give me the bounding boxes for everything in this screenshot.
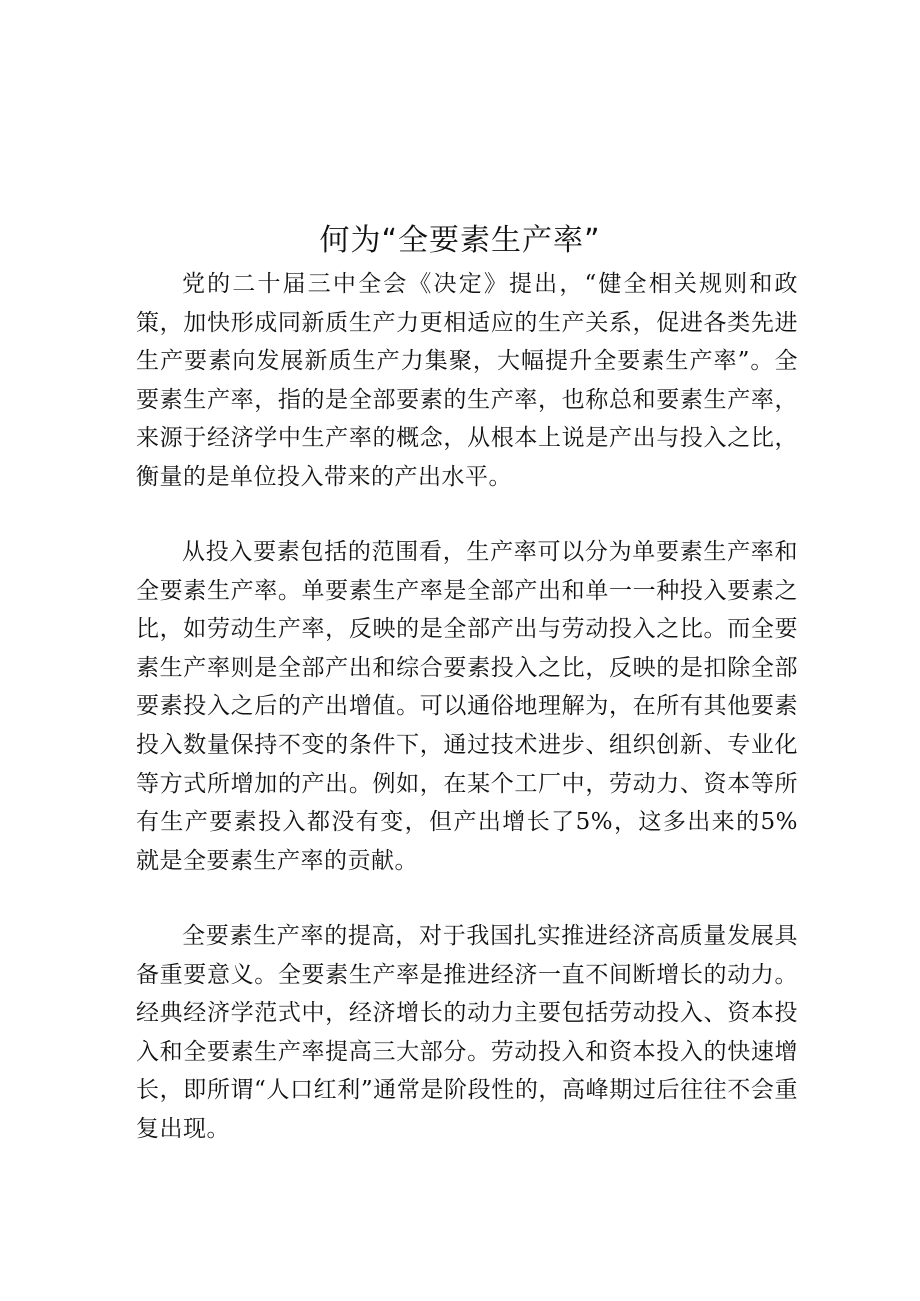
paragraph-3: 全要素生产率的提高，对于我国扎实推进经济高质量发展具备重要意义。全要素生产率是推进经济一直不间断增长的动力。经典经济学范式中，经济增长的动力主要包括劳动投入、资本投入和全要素生产率提高三大部分。劳动投入和资本投入的快速增长，即所谓“人口红利”通常是阶段性的，高峰期过后往往不会重复出现。 — [136, 923, 798, 1142]
document-title: 何为“全要素生产率” — [319, 223, 601, 258]
paragraph-2: 从投入要素包括的范围看，生产率可以分为单要素生产率和全要素生产率。单要素生产率是全部产出和单一一种投入要素之比，如劳动生产率，反映的是全部产出与劳动投入之比。而全要素生产率则是全部产出和综合要素投入之比，反映的是扣除全部要素投入之后的产出增值。可以通俗地理解为，在所有其他要素投入数量保持不变的条件下，通过技术进步、组织创新、专业化等方式所增加的产出。例如，在某个工厂中，劳动力、资本等所有生产要素投入都没有变，但产出增长了5%，这多出来的5%就是全要素生产率的贡献。 — [136, 539, 798, 874]
paragraph-1: 党的二十届三中全会《决定》提出，“健全相关规则和政策，加快形成同新质生产力更相适应的生产关系，促进各类先进生产要素向发展新质生产力集聚，大幅提升全要素生产率”。全要素生产率，指的是全部要素的生产率，也称总和要素生产率，来源于经济学中生产率的概念，从根本上说是产出与投入之比，衡量的是单位投入带来的产出水平。 — [136, 271, 798, 490]
